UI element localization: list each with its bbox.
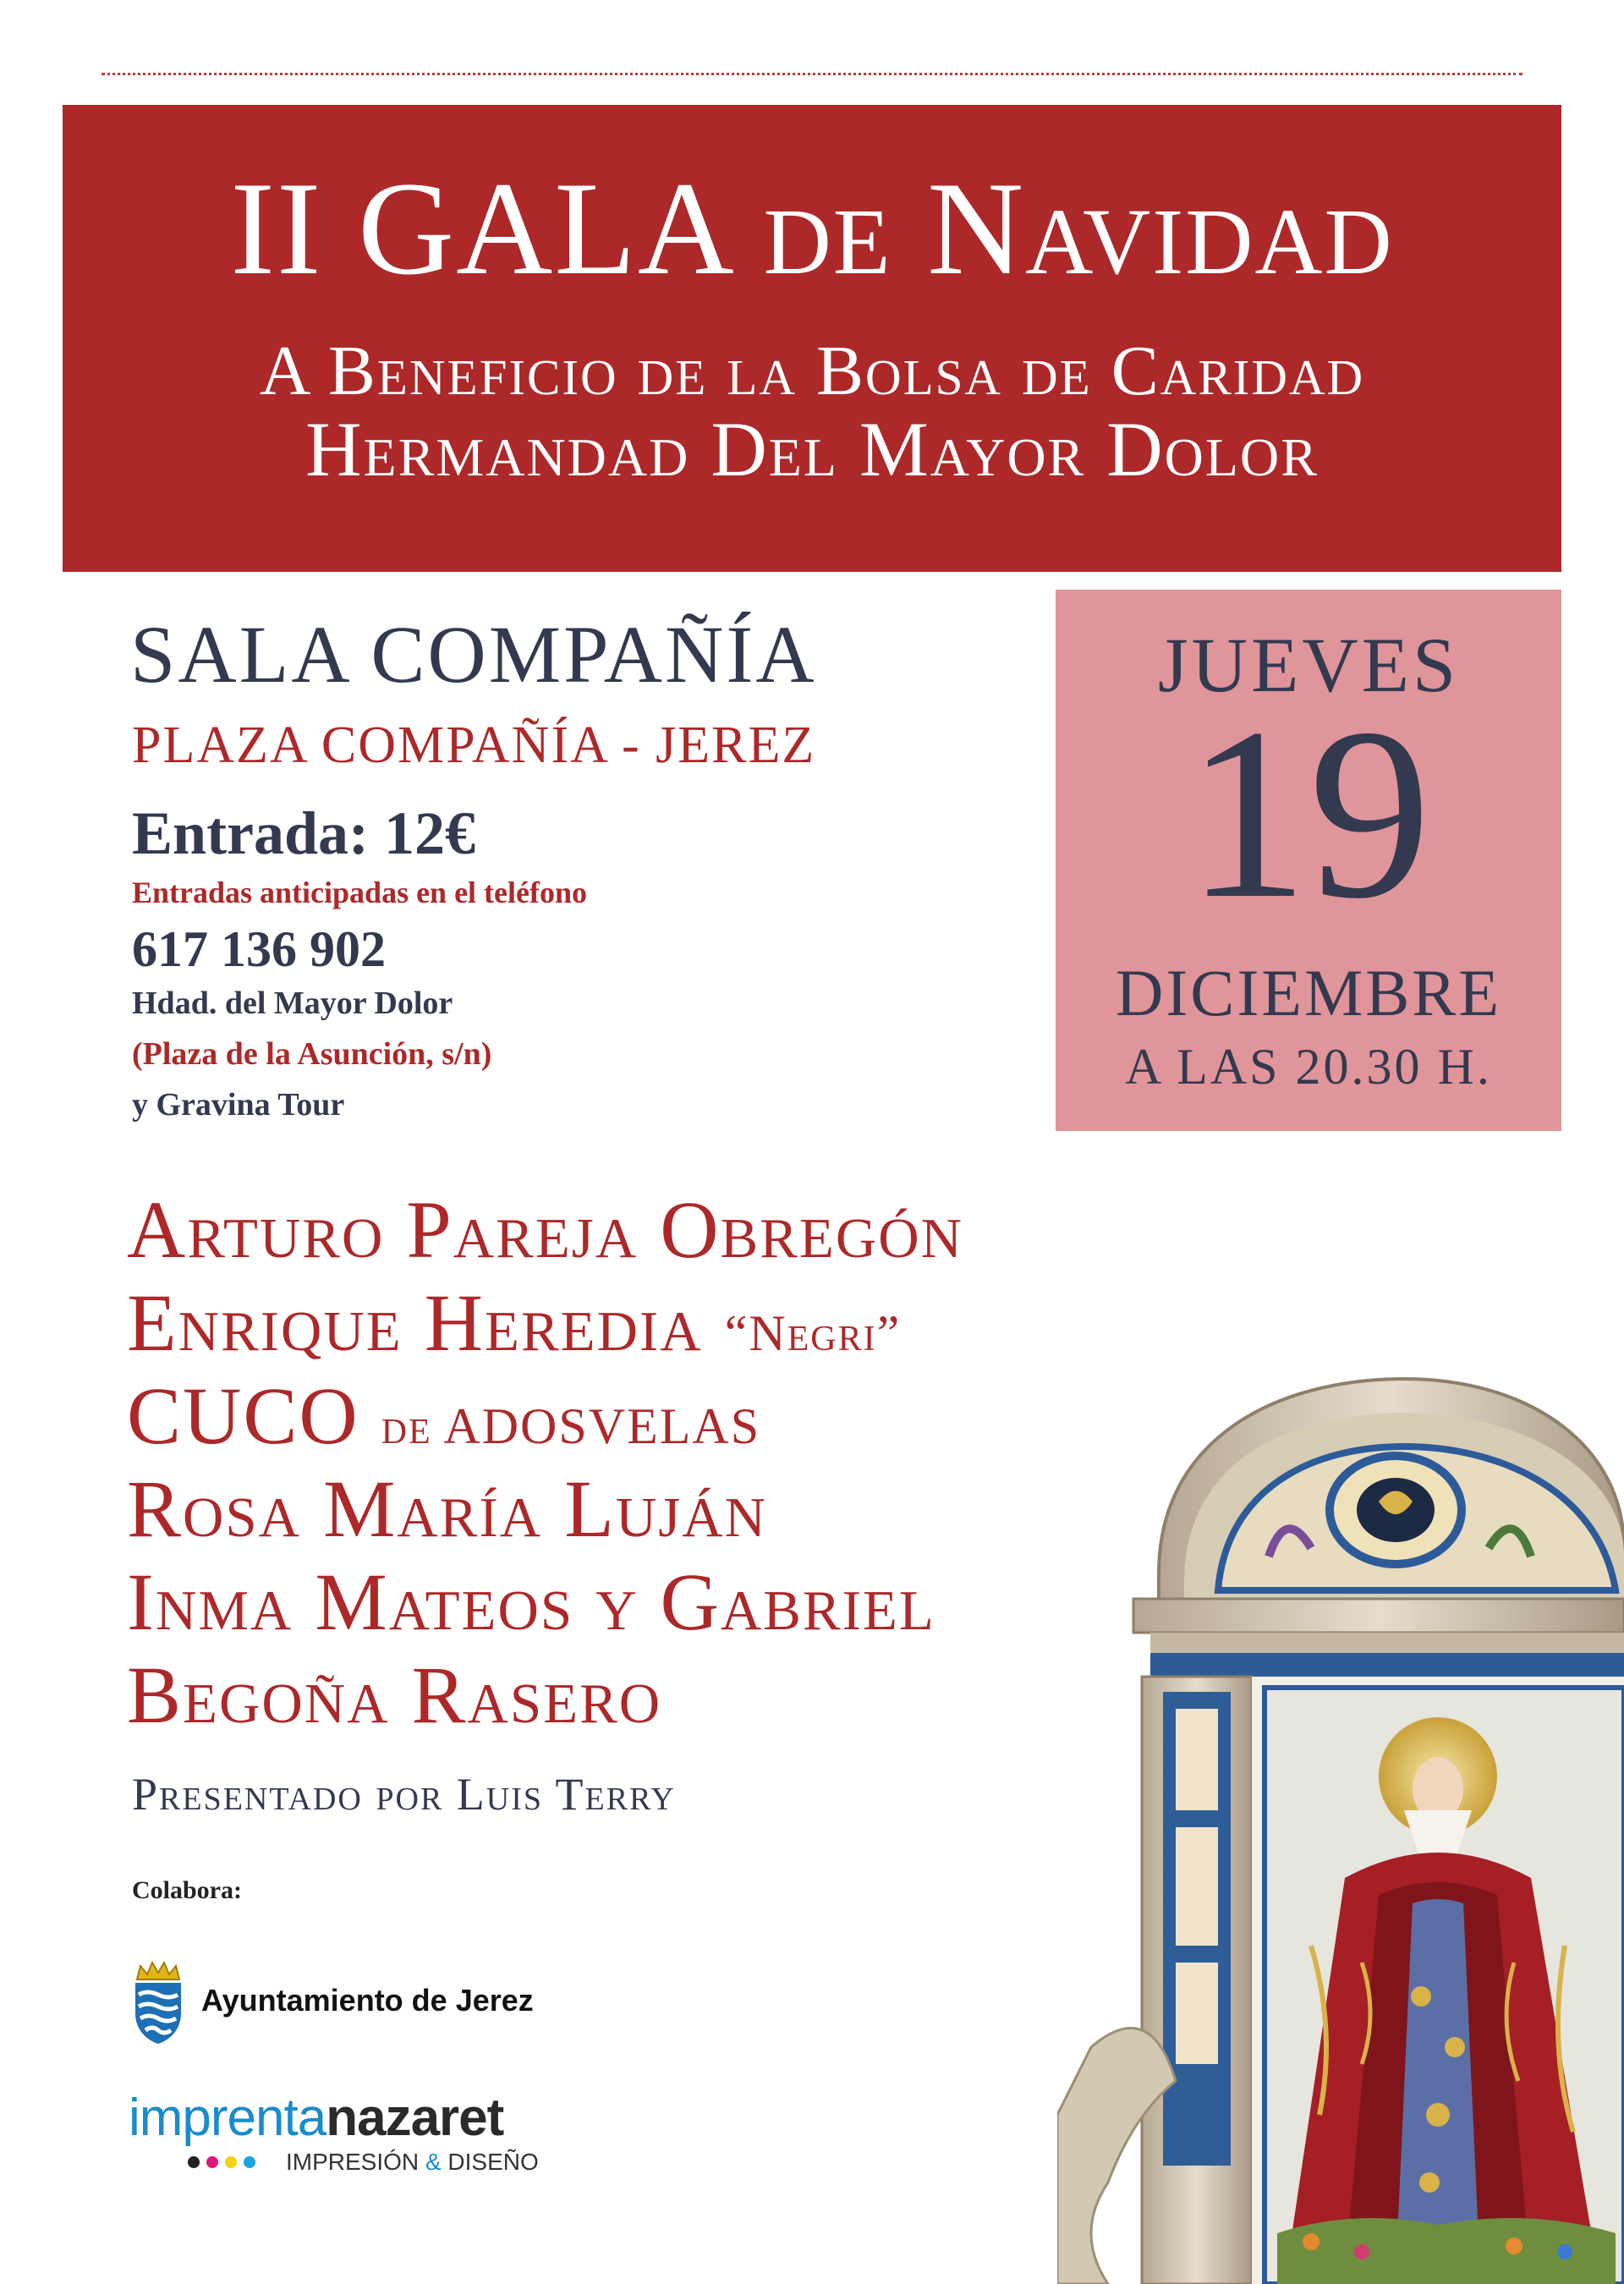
venue-name: SALA COMPAÑÍA bbox=[130, 609, 817, 700]
artist-name: CUCO bbox=[127, 1370, 359, 1461]
printer-tagline-print: IMPRESIÓN bbox=[286, 2149, 420, 2175]
artist-name: Inma Mateos y Gabriel bbox=[127, 1557, 935, 1647]
phone-number: 617 136 902 bbox=[132, 921, 386, 977]
artist-name: Enrique Heredia bbox=[127, 1277, 703, 1368]
artist-nickname: “Negri” bbox=[724, 1305, 902, 1361]
date-day: 19 bbox=[1186, 678, 1431, 949]
artist-line bbox=[127, 1648, 661, 1742]
gala-subtitle-brotherhood: Hermandad Del Mayor Dolor bbox=[305, 406, 1319, 492]
sale-point-address: (Plaza de la Asunción, s/n) bbox=[132, 1036, 492, 1072]
printer-logo bbox=[129, 2088, 503, 2148]
dotted-divider bbox=[102, 73, 1522, 75]
printer-tagline bbox=[286, 2149, 539, 2176]
gala-title: II GALA de Navidad bbox=[230, 155, 1394, 303]
artist-group: de ADOSVELAS bbox=[381, 1398, 761, 1454]
printer-logo-part1: imprenta bbox=[129, 2089, 326, 2147]
advance-tickets-note: Entradas anticipadas en el teléfono bbox=[132, 876, 588, 909]
sale-point-brotherhood: Hdad. del Mayor Dolor bbox=[132, 986, 453, 1021]
presenter: Presentado por Luis Terry bbox=[132, 1769, 676, 1820]
printer-logo-part2: nazaret bbox=[326, 2089, 504, 2147]
jerez-coat-of-arms-icon bbox=[132, 1961, 184, 2045]
date-box bbox=[1056, 590, 1561, 1131]
date-month: DICIEMBRE bbox=[1116, 956, 1501, 1029]
artist-line bbox=[127, 1369, 760, 1463]
artist-name: Arturo Pareja Obregón bbox=[127, 1184, 964, 1275]
city-hall-name: Ayuntamiento de Jerez bbox=[201, 1983, 534, 2018]
printer-tagline-design: DISEÑO bbox=[447, 2149, 539, 2175]
artist-name: Begoña Rasero bbox=[127, 1650, 662, 1740]
sponsors-label: Colabora: bbox=[132, 1876, 242, 1904]
sale-point-gravina: y Gravina Tour bbox=[132, 1087, 345, 1123]
artist-line bbox=[127, 1555, 935, 1649]
gala-subtitle-charity: A Beneficio de la Bolsa de Caridad bbox=[259, 332, 1365, 410]
title-banner bbox=[63, 105, 1561, 572]
virgin-tile-altar-image bbox=[1057, 1353, 1624, 2284]
cmyk-dots-icon bbox=[188, 2155, 262, 2171]
venue-address: PLAZA COMPAÑÍA - JEREZ bbox=[132, 716, 816, 774]
artist-name: Rosa María Luján bbox=[127, 1463, 768, 1554]
artist-line bbox=[127, 1276, 901, 1370]
artist-line bbox=[127, 1462, 767, 1556]
ticket-price: Entrada: 12€ bbox=[132, 799, 476, 867]
artist-line bbox=[127, 1183, 963, 1277]
date-weekday: JUEVES bbox=[1157, 622, 1460, 708]
printer-tagline-amp: & bbox=[425, 2149, 442, 2175]
date-time: A LAS 20.30 H. bbox=[1125, 1039, 1492, 1095]
